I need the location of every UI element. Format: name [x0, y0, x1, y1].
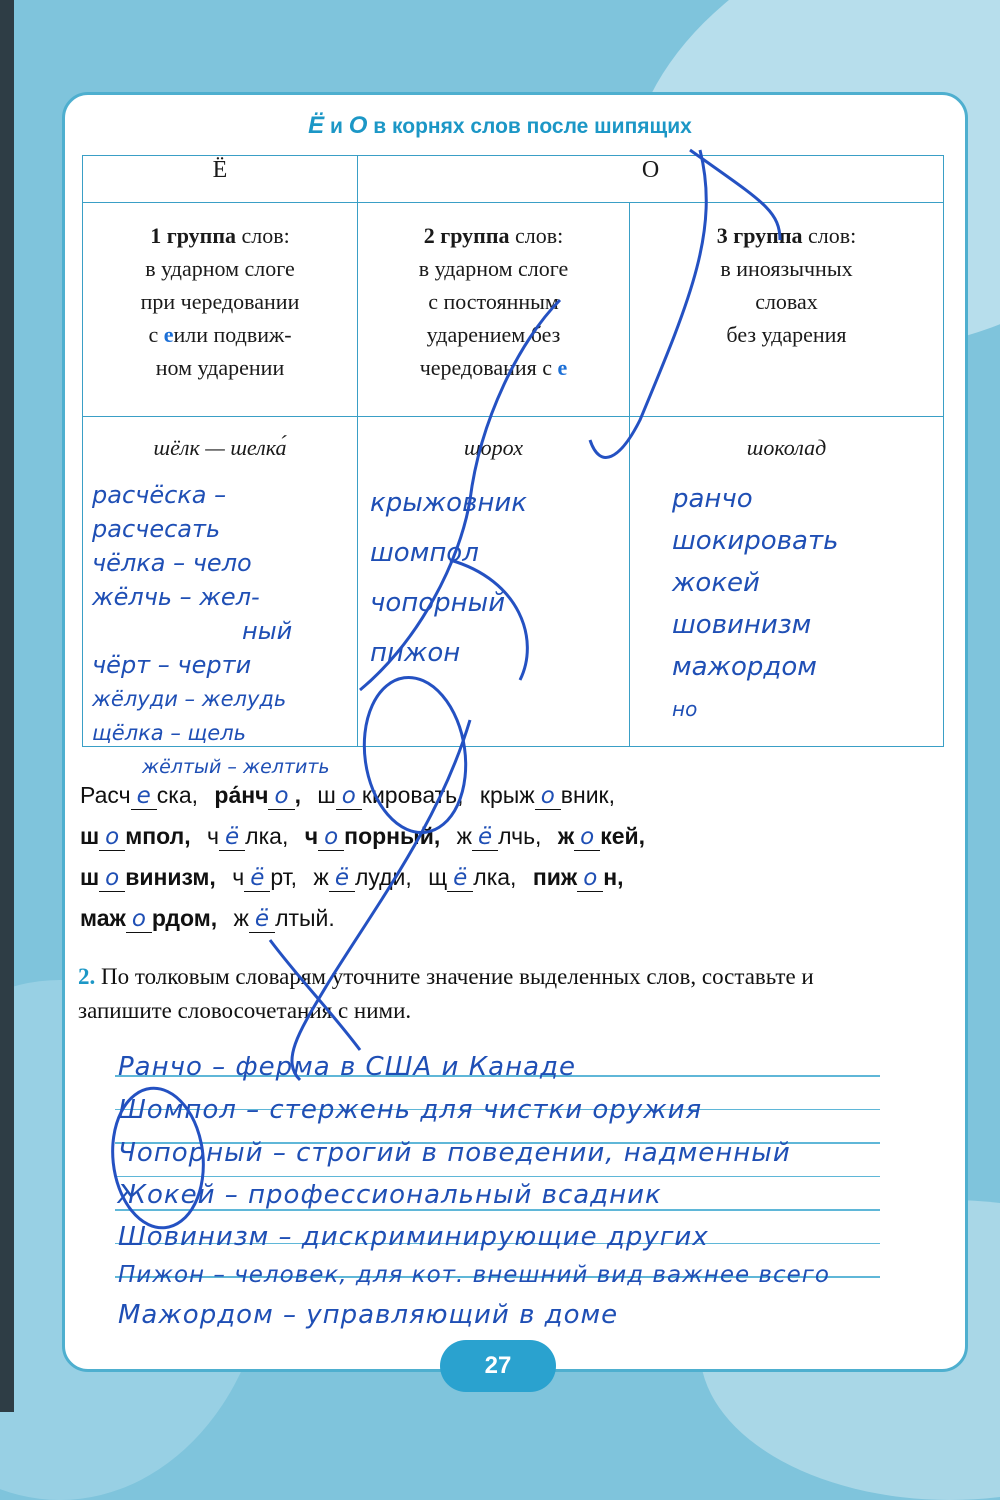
table-header-row [83, 156, 944, 203]
exercise-word: маж о рдом, [80, 905, 218, 932]
filled-letter: ё [472, 824, 498, 851]
answer-line: Мажордом – управляющий в доме [118, 1300, 619, 1330]
exercise-word: ж ё луди, [313, 864, 412, 891]
filled-letter: ё [244, 865, 270, 892]
handwritten-column-1: расчёска – расчесать чёлка – чело жёлчь – жел- ный чёрт – черти жёлуди – желудь щёлка – щель жёлтый – желтить [92, 481, 330, 778]
exercise-word: Расч е ска, [80, 782, 198, 809]
filled-letter: о [268, 783, 294, 810]
answer-line: Чопорный – строгий в поведении, надменный [118, 1138, 791, 1168]
exercise-line [80, 816, 900, 857]
exercise-word: ж о кей, [557, 823, 646, 850]
answer-line: Ранчо – ферма в США и Канаде [118, 1052, 577, 1082]
page-title: Ё и О в корнях слов после шипящих [308, 112, 692, 139]
exercise-paragraph [80, 775, 900, 939]
filled-letter: о [99, 824, 125, 851]
exercise-word: ж ё лчь, [456, 823, 542, 850]
page-number: 27 [440, 1340, 556, 1392]
filled-letter: о [574, 824, 600, 851]
filled-letter: о [318, 824, 344, 851]
exercise-word: ш о мпол, [80, 823, 191, 850]
handwritten-letter: е [163, 322, 174, 347]
filled-letter: ё [249, 906, 275, 933]
answer-line: Пижон – человек, для кот. внешний вид важнее всего [118, 1262, 830, 1288]
filled-letter: е [131, 783, 157, 810]
answer-line: Жокей – профессиональный всадник [118, 1180, 662, 1210]
exercise-line [80, 775, 900, 816]
task-2: 2. По толковым словарям уточните значение выделенных слов, составьте и запишите словосочетания с ними. [78, 964, 814, 1023]
group-2-cell: 2 группа слов: в ударном слоге с постоянным ударением без чередования с е [358, 203, 630, 417]
filled-letter: о [577, 865, 603, 892]
exercise-word: щ ё лка, [428, 864, 517, 891]
filled-letter: ё [447, 865, 473, 892]
exercise-word: пиж о н, [532, 864, 624, 891]
exercise-word: ж ё лтый. [233, 905, 335, 932]
filled-letter: о [99, 865, 125, 892]
header-yo: Ё [83, 156, 358, 203]
answer-line: Шомпол – стержень для чистки оружия [118, 1095, 703, 1125]
filled-letter: о [336, 783, 362, 810]
book-spine [0, 0, 14, 1412]
handwritten-letter: е [557, 355, 568, 380]
exercise-word: ч ё лка, [207, 823, 289, 850]
table-groups-row [83, 203, 944, 417]
filled-letter: о [126, 906, 152, 933]
exercise-word: ч о порный, [304, 823, 441, 850]
example-1: шёлк — шелка́ [83, 417, 358, 747]
exercise-word: ра́нч о , [214, 782, 301, 809]
group-1-cell: 1 группа слов: в ударном слоге при чередовании с еили подвиж- ном ударении [83, 203, 358, 417]
filled-letter: о [535, 783, 561, 810]
exercise-word: ш о винизм, [80, 864, 216, 891]
handwritten-column-2: крыжовник шомпол чопорный пижон [370, 488, 527, 668]
exercise-word: ш о кировать, [317, 782, 464, 809]
filled-letter: ё [329, 865, 355, 892]
example-3: шоколад [630, 417, 944, 747]
header-o: О [358, 156, 944, 203]
handwritten-column-3: ранчо шокировать жокей шовинизм мажордом но [672, 484, 839, 721]
example-2: шорох [358, 417, 630, 747]
group-3-cell: 3 группа слов: в иноязычных словах без ударения [630, 203, 944, 417]
exercise-line [80, 898, 900, 939]
answer-line: Шовинизм – дискриминирующие других [118, 1222, 709, 1252]
filled-letter: ё [219, 824, 245, 851]
exercise-line [80, 857, 900, 898]
exercise-word: крыж о вник, [479, 782, 616, 809]
exercise-word: ч ё рт, [232, 864, 298, 891]
